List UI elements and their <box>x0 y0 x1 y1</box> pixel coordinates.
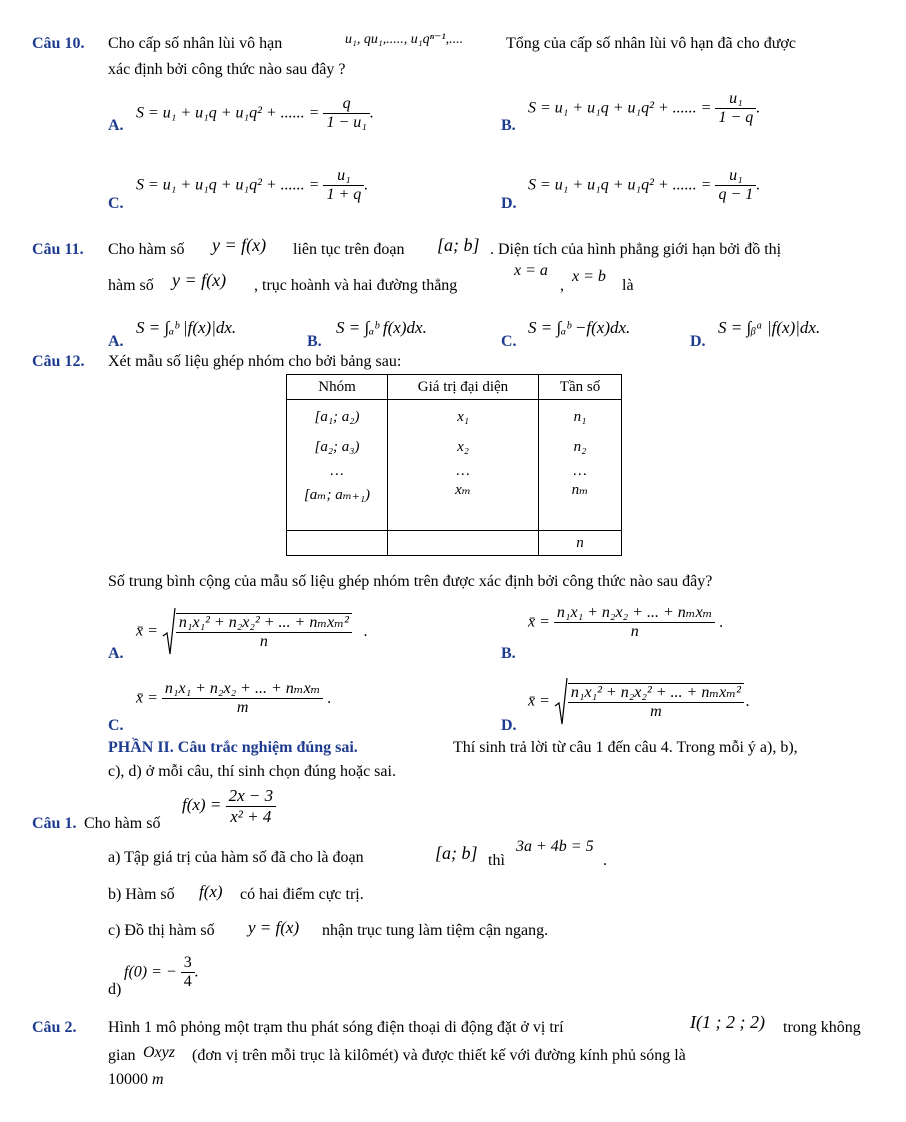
option-letter[interactable]: A. <box>108 645 124 662</box>
tail: . <box>719 613 724 631</box>
sqrt-icon <box>162 606 176 658</box>
statement-b: b) Hàm số <box>108 886 175 903</box>
numerator: u₁ <box>715 167 756 186</box>
denominator: q − 1 <box>718 186 754 204</box>
question-text: (đơn vị trên mỗi trục là kilômét) và được thiết kế với đường kính phủ sóng là <box>192 1047 686 1064</box>
table-header: Giá trị đại diện <box>388 375 539 400</box>
table-cell <box>539 400 622 531</box>
fraction <box>568 684 744 722</box>
statement-d: d) <box>108 981 122 998</box>
option-formula[interactable] <box>136 167 368 205</box>
denominator: n <box>259 633 268 650</box>
comma: , <box>560 277 564 294</box>
question-text: Số trung bình cộng của mẫu số liệu ghép nhóm trên được xác định bởi công thức nào sau đây? <box>108 573 713 590</box>
fraction <box>715 90 756 128</box>
question-text: . Diện tích của hình phẳng giới hạn bởi đồ thị <box>490 241 782 258</box>
question-label: Câu 10. <box>32 35 85 52</box>
table-header-row <box>287 375 622 400</box>
numerator: 3 <box>181 954 195 973</box>
table-row <box>287 531 622 556</box>
option-letter[interactable]: B. <box>501 645 516 662</box>
question-text: Cho hàm số <box>108 241 185 258</box>
option-letter[interactable]: D. <box>501 717 517 734</box>
option-letter[interactable]: C. <box>108 717 124 734</box>
equation <box>124 954 199 992</box>
option-formula[interactable] <box>528 604 723 642</box>
question-text: xác định bởi công thức nào sau đây ? <box>108 61 346 78</box>
fraction <box>554 604 716 642</box>
numerator: n₁x₁² + n₂x₂² + ... + nₘxₘ² <box>176 614 352 633</box>
tail: . <box>363 622 368 640</box>
formula: S = ∫ₐᵇ −f(x)dx <box>528 318 627 337</box>
numerator: n₁x₁² + n₂x₂² + ... + nₘxₘ² <box>568 684 744 703</box>
line-x-b: x = b <box>572 268 606 285</box>
function-definition <box>182 786 276 826</box>
option-letter[interactable]: D. <box>690 333 706 350</box>
tail: . <box>756 99 761 117</box>
option-formula[interactable] <box>528 318 630 338</box>
statement-text: thì <box>488 852 505 869</box>
function-formula: y = f(x) <box>172 270 227 290</box>
option-formula[interactable] <box>718 318 820 338</box>
space-name: Oxyz <box>143 1044 175 1061</box>
part-text: Thí sinh trả lời từ câu 1 đến câu 4. Trong mỗi ý a), b), <box>453 739 798 756</box>
unit: m <box>152 1071 164 1088</box>
cell-value: … <box>330 463 344 479</box>
question-label: Câu 1. <box>32 815 77 832</box>
question-text: trong không <box>783 1019 861 1036</box>
sum-lhs: S = u₁ + u₁q + u₁q² + ...... = <box>136 176 320 194</box>
table-row <box>287 400 622 531</box>
cell-value: [a₁; a₂) <box>314 409 360 425</box>
sqrt <box>162 606 352 658</box>
cell-value: … <box>456 463 470 479</box>
question-text: , trục hoành và hai đường thẳng <box>254 277 458 294</box>
option-letter[interactable]: C. <box>108 195 124 212</box>
question-text: Hình 1 mô phỏng một trạm thu phát sóng điện thoại di động đặt ở vị trí <box>108 1019 564 1036</box>
question-text: là <box>622 277 634 294</box>
formula: S = ∫ᵦᵃ |f(x)|dx <box>718 318 816 337</box>
table-cell <box>388 531 539 556</box>
cell-value: nₘ <box>571 482 589 498</box>
denominator: n <box>630 623 639 641</box>
formula: S = ∫ₐᵇ |f(x)|dx <box>136 318 232 337</box>
numerator: n₁x₁ + n₂x₂ + ... + nₘxₘ <box>162 680 324 699</box>
tail: . <box>422 318 427 337</box>
question-text: liên tục trên đoạn <box>293 241 405 258</box>
f-lhs: f(0) = − <box>124 963 177 981</box>
numerator: q <box>323 95 369 114</box>
option-letter[interactable]: B. <box>307 333 322 350</box>
denominator: m <box>650 703 662 720</box>
formula: S = ∫ₐᵇ f(x)dx <box>336 318 423 337</box>
tail: . <box>626 318 631 337</box>
cell-value: n₁ <box>573 409 587 425</box>
question-text: Cho cấp số nhân lùi vô hạn <box>108 35 283 52</box>
cell-value: [aₘ; aₘ₊₁) <box>303 487 371 503</box>
option-letter[interactable]: C. <box>501 333 517 350</box>
statement-a: a) Tập giá trị của hàm số đã cho là đoạn <box>108 849 364 866</box>
xbar-lhs: x̄ = <box>136 689 158 707</box>
cell-value: x₂ <box>457 439 469 455</box>
tail: . <box>756 176 761 194</box>
denominator: x² + 4 <box>230 806 272 826</box>
table-cell <box>287 400 388 531</box>
option-letter[interactable]: A. <box>108 333 124 350</box>
interval-formula: [a; b] <box>435 843 478 863</box>
xbar-lhs: x̄ = <box>528 613 550 631</box>
question-text: hàm số <box>108 277 154 294</box>
option-letter[interactable]: B. <box>501 117 516 134</box>
function-formula: f(x) <box>199 882 223 901</box>
f-lhs: f(x) = <box>182 794 222 814</box>
table-header: Tần số <box>539 375 622 400</box>
cell-value: [a₂; a₃) <box>314 439 360 455</box>
cell-value: x₁ <box>457 409 469 425</box>
fraction <box>323 167 364 205</box>
tail: . <box>745 692 750 710</box>
sum-lhs: S = u₁ + u₁q + u₁q² + ...... = <box>528 99 712 117</box>
question-label: Câu 2. <box>32 1019 77 1036</box>
function-formula: y = f(x) <box>248 918 300 937</box>
table-cell <box>388 400 539 531</box>
denominator: 4 <box>183 973 192 991</box>
sum-lhs: S = u₁ + u₁q + u₁q² + ...... = <box>136 104 320 122</box>
xbar-lhs: x̄ = <box>136 622 158 640</box>
option-formula[interactable] <box>136 95 374 133</box>
question-label: Câu 12. <box>32 353 85 370</box>
equation: 3a + 4b = 5 <box>516 838 594 855</box>
option-formula[interactable] <box>528 676 750 728</box>
sqrt-icon <box>554 676 568 728</box>
option-formula[interactable] <box>136 606 368 658</box>
fraction <box>715 167 756 205</box>
table-header: Nhóm <box>287 375 388 400</box>
statement-text: nhận trục tung làm tiệm cận ngang. <box>322 922 549 939</box>
cell-value: xₘ <box>455 482 471 498</box>
cell-value: … <box>573 463 587 479</box>
option-formula[interactable] <box>528 90 760 128</box>
tail: . <box>369 104 374 122</box>
question-text: Xét mẫu số liệu ghép nhóm cho bởi bảng sau: <box>108 353 402 370</box>
sum-lhs: S = u₁ + u₁q + u₁q² + ...... = <box>528 176 712 194</box>
table-cell: n <box>539 531 622 556</box>
part-text: c), d) ở mỗi câu, thí sinh chọn đúng hoặc sai. <box>108 763 396 780</box>
part-title: PHẦN II. Câu trắc nghiệm đúng sai. <box>108 739 358 756</box>
tail: . <box>815 318 821 337</box>
fraction <box>226 786 277 826</box>
question-label: Câu 11. <box>32 241 84 258</box>
line-x-a: x = a <box>514 262 548 279</box>
point-formula: I(1 ; 2 ; 2) <box>690 1012 765 1032</box>
numerator: u₁ <box>323 167 364 186</box>
numerator: 2x − 3 <box>226 786 277 807</box>
denominator: 1 + q <box>326 186 362 204</box>
option-formula[interactable] <box>336 318 427 338</box>
option-letter[interactable]: A. <box>108 117 124 134</box>
fraction <box>176 614 352 652</box>
tail: . <box>194 963 199 981</box>
option-formula[interactable] <box>528 167 760 205</box>
statement-c: c) Đồ thị hàm số <box>108 922 215 939</box>
xbar-lhs: x̄ = <box>528 692 550 710</box>
statement-text: có hai điểm cực trị. <box>240 886 364 903</box>
numerator: n₁x₁ + n₂x₂ + ... + nₘxₘ <box>554 604 716 623</box>
sequence-formula: u₁, qu₁,....., u₁qⁿ⁻¹,.... <box>345 32 464 47</box>
question-text: gian <box>108 1047 136 1064</box>
tail: . <box>603 852 607 869</box>
option-formula[interactable] <box>136 680 331 718</box>
interval-formula: [a; b] <box>437 235 480 255</box>
fraction <box>162 680 324 718</box>
denominator: m <box>236 699 249 717</box>
option-letter[interactable]: D. <box>501 195 517 212</box>
option-formula[interactable] <box>136 318 236 338</box>
function-formula: y = f(x) <box>212 235 267 255</box>
tail: . <box>231 318 237 337</box>
value: 10000 <box>108 1071 148 1088</box>
numerator: u₁ <box>715 90 756 109</box>
grouped-data-table <box>286 374 622 556</box>
fraction <box>181 954 195 992</box>
denominator: 1 − u₁ <box>326 114 367 132</box>
tail: . <box>364 176 369 194</box>
question-text: Cho hàm số <box>84 815 161 832</box>
question-text: Tổng của cấp số nhân lùi vô hạn đã cho được <box>506 35 796 52</box>
table-cell <box>287 531 388 556</box>
sqrt <box>554 676 744 728</box>
tail: . <box>327 689 332 707</box>
question-text <box>108 1071 164 1089</box>
cell-value: n₂ <box>573 439 587 455</box>
denominator: 1 − q <box>718 109 754 127</box>
fraction <box>323 95 369 133</box>
